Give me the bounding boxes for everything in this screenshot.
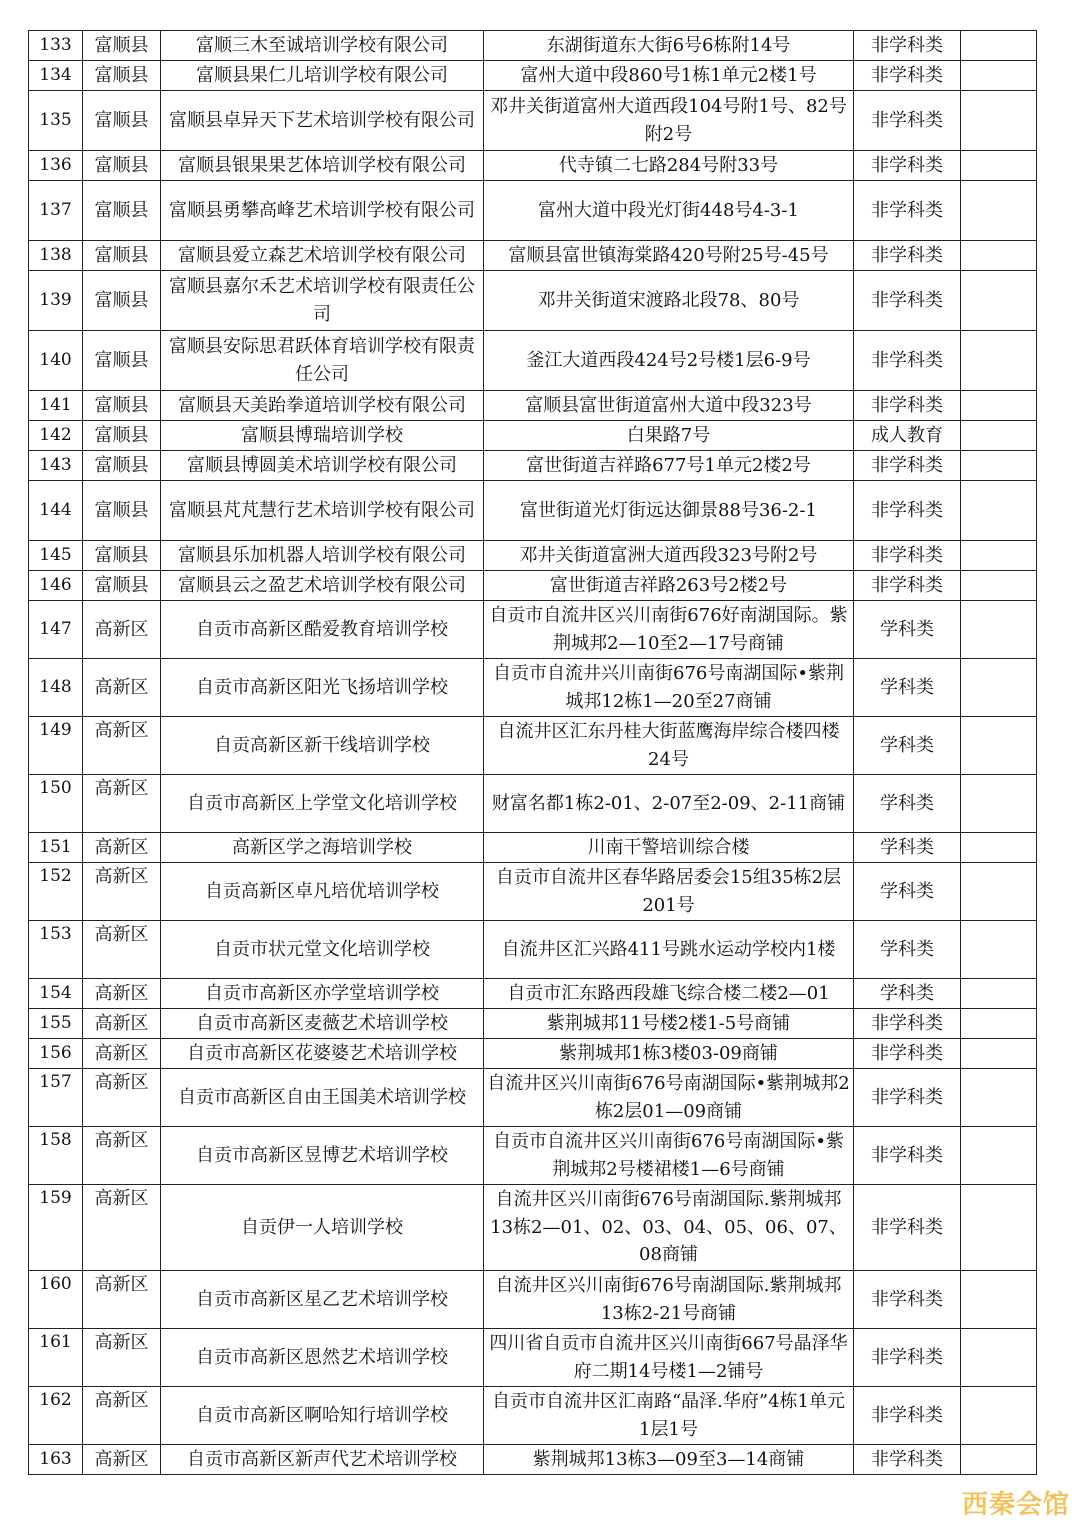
table-row xyxy=(29,775,1037,833)
cell-note xyxy=(961,1127,1037,1185)
cell-note xyxy=(961,601,1037,659)
cell-address: 富世街道吉祥路263号2楼2号 xyxy=(484,571,854,601)
cell-address: 自流井区兴川南街676号南湖国际.紫荆城邦13栋2-21号商铺 xyxy=(484,1271,854,1329)
cell-school-name: 自贡高新区卓凡培优培训学校 xyxy=(161,863,484,921)
cell-address: 自流井区汇东丹桂大街蓝鹰海岸综合楼四楼24号 xyxy=(484,717,854,775)
cell-district: 富顺县 xyxy=(83,61,161,91)
cell-note xyxy=(961,1039,1037,1069)
cell-school-name: 自贡市高新区新声代艺术培训学校 xyxy=(161,1445,484,1475)
table-row xyxy=(29,1271,1037,1329)
cell-category: 非学科类 xyxy=(854,1039,961,1069)
table-row xyxy=(29,241,1037,271)
cell-category: 非学科类 xyxy=(854,181,961,241)
cell-district: 高新区 xyxy=(83,1009,161,1039)
table-row xyxy=(29,1069,1037,1127)
cell-category: 学科类 xyxy=(854,775,961,833)
table-row xyxy=(29,1445,1037,1475)
cell-note xyxy=(961,979,1037,1009)
cell-note xyxy=(961,91,1037,151)
cell-address: 自流井区汇兴路411号跳水运动学校内1楼 xyxy=(484,921,854,979)
cell-category: 非学科类 xyxy=(854,1009,961,1039)
cell-address: 代寺镇二七路284号附33号 xyxy=(484,151,854,181)
cell-address: 自流井区兴川南街676号南湖国际.紫荆城邦13栋2—01、02、03、04、05、06、07、08商铺 xyxy=(484,1185,854,1271)
cell-note xyxy=(961,421,1037,451)
cell-school-name: 富顺县果仁儿培训学校有限公司 xyxy=(161,61,484,91)
table-row xyxy=(29,1127,1037,1185)
cell-address: 邓井关街道宋渡路北段78、80号 xyxy=(484,271,854,331)
table-row xyxy=(29,541,1037,571)
cell-school-name: 自贡伊一人培训学校 xyxy=(161,1185,484,1271)
cell-address: 富顺县富世街道富州大道中段323号 xyxy=(484,391,854,421)
table-row xyxy=(29,61,1037,91)
cell-school-name: 自贡市高新区花婆婆艺术培训学校 xyxy=(161,1039,484,1069)
cell-district: 富顺县 xyxy=(83,241,161,271)
cell-school-name: 自贡市高新区亦学堂培训学校 xyxy=(161,979,484,1009)
table-row xyxy=(29,659,1037,717)
cell-number: 150 xyxy=(29,775,83,833)
table-row xyxy=(29,1387,1037,1445)
cell-address: 东湖街道东大街6号6栋附14号 xyxy=(484,31,854,61)
cell-district: 高新区 xyxy=(83,1329,161,1387)
cell-number: 162 xyxy=(29,1387,83,1445)
cell-note xyxy=(961,717,1037,775)
cell-address: 财富名都1栋2-01、2-07至2-09、2-11商铺 xyxy=(484,775,854,833)
cell-category: 非学科类 xyxy=(854,61,961,91)
table-row xyxy=(29,979,1037,1009)
cell-category: 非学科类 xyxy=(854,241,961,271)
cell-address: 自贡市自流井兴川南街676号南湖国际•紫荆城邦12栋1—20至27商铺 xyxy=(484,659,854,717)
cell-school-name: 富顺县博圆美术培训学校有限公司 xyxy=(161,451,484,481)
cell-district: 高新区 xyxy=(83,1039,161,1069)
cell-district: 富顺县 xyxy=(83,271,161,331)
table-row xyxy=(29,1185,1037,1271)
cell-category: 非学科类 xyxy=(854,1271,961,1329)
cell-school-name: 富顺三木至诚培训学校有限公司 xyxy=(161,31,484,61)
cell-address: 邓井关街道富州大道西段104号附1号、82号附2号 xyxy=(484,91,854,151)
cell-category: 学科类 xyxy=(854,979,961,1009)
cell-district: 富顺县 xyxy=(83,541,161,571)
cell-school-name: 自贡市高新区自由王国美术培训学校 xyxy=(161,1069,484,1127)
cell-address: 自贡市自流井区汇南路“晶泽.华府”4栋1单元1层1号 xyxy=(484,1387,854,1445)
cell-category: 非学科类 xyxy=(854,1185,961,1271)
cell-school-name: 富顺县天美跆拳道培训学校有限公司 xyxy=(161,391,484,421)
cell-address: 富世街道光灯街远达御景88号36-2-1 xyxy=(484,481,854,541)
cell-address: 四川省自贡市自流井区兴川南街667号晶泽华府二期14号楼1—2铺号 xyxy=(484,1329,854,1387)
table-row xyxy=(29,571,1037,601)
cell-school-name: 富顺县勇攀高峰艺术培训学校有限公司 xyxy=(161,181,484,241)
cell-school-name: 富顺县乐加机器人培训学校有限公司 xyxy=(161,541,484,571)
table-row xyxy=(29,271,1037,331)
cell-category: 学科类 xyxy=(854,601,961,659)
cell-number: 149 xyxy=(29,717,83,775)
cell-district: 高新区 xyxy=(83,601,161,659)
cell-district: 高新区 xyxy=(83,833,161,863)
table-row xyxy=(29,863,1037,921)
cell-school-name: 自贡市高新区上学堂文化培训学校 xyxy=(161,775,484,833)
cell-note xyxy=(961,331,1037,391)
table-row xyxy=(29,391,1037,421)
cell-address: 紫荆城邦1栋3楼03-09商铺 xyxy=(484,1039,854,1069)
cell-number: 157 xyxy=(29,1069,83,1127)
cell-number: 141 xyxy=(29,391,83,421)
cell-school-name: 高新区学之海培训学校 xyxy=(161,833,484,863)
cell-category: 非学科类 xyxy=(854,151,961,181)
cell-category: 非学科类 xyxy=(854,91,961,151)
cell-number: 140 xyxy=(29,331,83,391)
cell-district: 富顺县 xyxy=(83,481,161,541)
cell-category: 非学科类 xyxy=(854,1445,961,1475)
cell-school-name: 富顺县卓异天下艺术培训学校有限公司 xyxy=(161,91,484,151)
cell-number: 156 xyxy=(29,1039,83,1069)
cell-category: 非学科类 xyxy=(854,331,961,391)
cell-category: 成人教育 xyxy=(854,421,961,451)
cell-note xyxy=(961,1271,1037,1329)
cell-category: 非学科类 xyxy=(854,451,961,481)
cell-district: 富顺县 xyxy=(83,421,161,451)
cell-district: 富顺县 xyxy=(83,91,161,151)
cell-number: 147 xyxy=(29,601,83,659)
cell-address: 白果路7号 xyxy=(484,421,854,451)
table-row xyxy=(29,91,1037,151)
cell-school-name: 自贡市高新区酷爱教育培训学校 xyxy=(161,601,484,659)
cell-district: 高新区 xyxy=(83,979,161,1009)
cell-category: 非学科类 xyxy=(854,1387,961,1445)
cell-district: 高新区 xyxy=(83,717,161,775)
cell-category: 学科类 xyxy=(854,921,961,979)
cell-note xyxy=(961,241,1037,271)
table-row xyxy=(29,1039,1037,1069)
cell-district: 高新区 xyxy=(83,1271,161,1329)
cell-district: 富顺县 xyxy=(83,451,161,481)
table-row xyxy=(29,151,1037,181)
cell-number: 134 xyxy=(29,61,83,91)
table-row xyxy=(29,331,1037,391)
table-row xyxy=(29,181,1037,241)
cell-number: 163 xyxy=(29,1445,83,1475)
cell-district: 富顺县 xyxy=(83,571,161,601)
cell-school-name: 富顺县银果果艺体培训学校有限公司 xyxy=(161,151,484,181)
cell-number: 158 xyxy=(29,1127,83,1185)
cell-note xyxy=(961,1387,1037,1445)
cell-note xyxy=(961,571,1037,601)
cell-district: 富顺县 xyxy=(83,331,161,391)
cell-note xyxy=(961,921,1037,979)
table-row xyxy=(29,1329,1037,1387)
table-row xyxy=(29,601,1037,659)
cell-address: 富世街道吉祥路677号1单元2楼2号 xyxy=(484,451,854,481)
cell-number: 138 xyxy=(29,241,83,271)
cell-address: 自贡市自流井区兴川南街676号南湖国际•紫荆城邦2号楼裙楼1—6号商铺 xyxy=(484,1127,854,1185)
cell-note xyxy=(961,1069,1037,1127)
cell-district: 富顺县 xyxy=(83,181,161,241)
cell-district: 富顺县 xyxy=(83,391,161,421)
cell-school-name: 富顺县安际思君跃体育培训学校有限责任公司 xyxy=(161,331,484,391)
cell-category: 学科类 xyxy=(854,863,961,921)
cell-number: 135 xyxy=(29,91,83,151)
cell-school-name: 自贡市高新区星乙艺术培训学校 xyxy=(161,1271,484,1329)
cell-number: 155 xyxy=(29,1009,83,1039)
cell-note xyxy=(961,1329,1037,1387)
cell-note xyxy=(961,833,1037,863)
cell-district: 高新区 xyxy=(83,1127,161,1185)
table-row xyxy=(29,481,1037,541)
cell-address: 富顺县富世镇海棠路420号附25号-45号 xyxy=(484,241,854,271)
cell-note xyxy=(961,481,1037,541)
cell-note xyxy=(961,61,1037,91)
cell-school-name: 自贡市高新区啊哈知行培训学校 xyxy=(161,1387,484,1445)
cell-note xyxy=(961,271,1037,331)
cell-address: 釜江大道西段424号2号楼1层6-9号 xyxy=(484,331,854,391)
cell-category: 非学科类 xyxy=(854,571,961,601)
cell-category: 学科类 xyxy=(854,717,961,775)
cell-address: 富州大道中段光灯街448号4-3-1 xyxy=(484,181,854,241)
table-row xyxy=(29,1009,1037,1039)
watermark-logo: 西秦会馆 xyxy=(961,1490,1070,1520)
cell-number: 144 xyxy=(29,481,83,541)
cell-note xyxy=(961,451,1037,481)
cell-district: 富顺县 xyxy=(83,151,161,181)
cell-school-name: 富顺县芃芃慧行艺术培训学校有限公司 xyxy=(161,481,484,541)
cell-number: 148 xyxy=(29,659,83,717)
cell-address: 紫荆城邦11号楼2楼1-5号商铺 xyxy=(484,1009,854,1039)
cell-address: 富州大道中段860号1栋1单元2楼1号 xyxy=(484,61,854,91)
table-row xyxy=(29,921,1037,979)
cell-number: 137 xyxy=(29,181,83,241)
cell-district: 高新区 xyxy=(83,1445,161,1475)
cell-number: 143 xyxy=(29,451,83,481)
cell-school-name: 自贡市状元堂文化培训学校 xyxy=(161,921,484,979)
table-row xyxy=(29,717,1037,775)
cell-category: 非学科类 xyxy=(854,541,961,571)
cell-category: 非学科类 xyxy=(854,1329,961,1387)
cell-school-name: 富顺县爱立森艺术培训学校有限公司 xyxy=(161,241,484,271)
cell-note xyxy=(961,541,1037,571)
cell-note xyxy=(961,775,1037,833)
cell-category: 非学科类 xyxy=(854,1069,961,1127)
cell-category: 非学科类 xyxy=(854,1127,961,1185)
cell-district: 高新区 xyxy=(83,659,161,717)
cell-district: 高新区 xyxy=(83,921,161,979)
cell-address: 川南干警培训综合楼 xyxy=(484,833,854,863)
cell-number: 160 xyxy=(29,1271,83,1329)
cell-number: 133 xyxy=(29,31,83,61)
cell-note xyxy=(961,659,1037,717)
cell-note xyxy=(961,391,1037,421)
cell-number: 152 xyxy=(29,863,83,921)
cell-address: 自贡市自流井区兴川南街676好南湖国际。紫荆城邦2—10至2—17号商铺 xyxy=(484,601,854,659)
cell-school-name: 富顺县嘉尔禾艺术培训学校有限责任公司 xyxy=(161,271,484,331)
cell-address: 紫荆城邦13栋3—09至3—14商铺 xyxy=(484,1445,854,1475)
cell-school-name: 自贡市高新区阳光飞扬培训学校 xyxy=(161,659,484,717)
cell-note xyxy=(961,181,1037,241)
cell-district: 高新区 xyxy=(83,1185,161,1271)
cell-address: 邓井关街道富洲大道西段323号附2号 xyxy=(484,541,854,571)
cell-school-name: 自贡市高新区恩然艺术培训学校 xyxy=(161,1329,484,1387)
cell-category: 非学科类 xyxy=(854,481,961,541)
table-row xyxy=(29,31,1037,61)
cell-district: 高新区 xyxy=(83,863,161,921)
table-body xyxy=(29,31,1037,1475)
cell-category: 非学科类 xyxy=(854,271,961,331)
cell-address: 自贡市自流井区春华路居委会15组35栋2层201号 xyxy=(484,863,854,921)
cell-school-name: 自贡高新区新干线培训学校 xyxy=(161,717,484,775)
cell-number: 146 xyxy=(29,571,83,601)
cell-category: 非学科类 xyxy=(854,391,961,421)
cell-number: 159 xyxy=(29,1185,83,1271)
cell-note xyxy=(961,151,1037,181)
cell-address: 自流井区兴川南街676号南湖国际•紫荆城邦2栋2层01—09商铺 xyxy=(484,1069,854,1127)
cell-address: 自贡市汇东路西段雄飞综合楼二楼2—01 xyxy=(484,979,854,1009)
cell-school-name: 富顺县云之盈艺术培训学校有限公司 xyxy=(161,571,484,601)
cell-category: 非学科类 xyxy=(854,31,961,61)
cell-number: 142 xyxy=(29,421,83,451)
cell-note xyxy=(961,31,1037,61)
table-row xyxy=(29,451,1037,481)
cell-number: 136 xyxy=(29,151,83,181)
cell-number: 145 xyxy=(29,541,83,571)
cell-district: 高新区 xyxy=(83,775,161,833)
cell-note xyxy=(961,1445,1037,1475)
cell-note xyxy=(961,863,1037,921)
cell-number: 139 xyxy=(29,271,83,331)
cell-note xyxy=(961,1009,1037,1039)
school-list-table xyxy=(28,30,1037,1475)
cell-number: 153 xyxy=(29,921,83,979)
cell-district: 高新区 xyxy=(83,1069,161,1127)
cell-category: 学科类 xyxy=(854,659,961,717)
cell-category: 学科类 xyxy=(854,833,961,863)
cell-number: 151 xyxy=(29,833,83,863)
cell-number: 161 xyxy=(29,1329,83,1387)
table-row xyxy=(29,421,1037,451)
cell-district: 富顺县 xyxy=(83,31,161,61)
cell-note xyxy=(961,1185,1037,1271)
table-row xyxy=(29,833,1037,863)
cell-school-name: 自贡市高新区麦薇艺术培训学校 xyxy=(161,1009,484,1039)
cell-school-name: 富顺县博瑞培训学校 xyxy=(161,421,484,451)
cell-number: 154 xyxy=(29,979,83,1009)
cell-district: 高新区 xyxy=(83,1387,161,1445)
cell-school-name: 自贡市高新区昱博艺术培训学校 xyxy=(161,1127,484,1185)
